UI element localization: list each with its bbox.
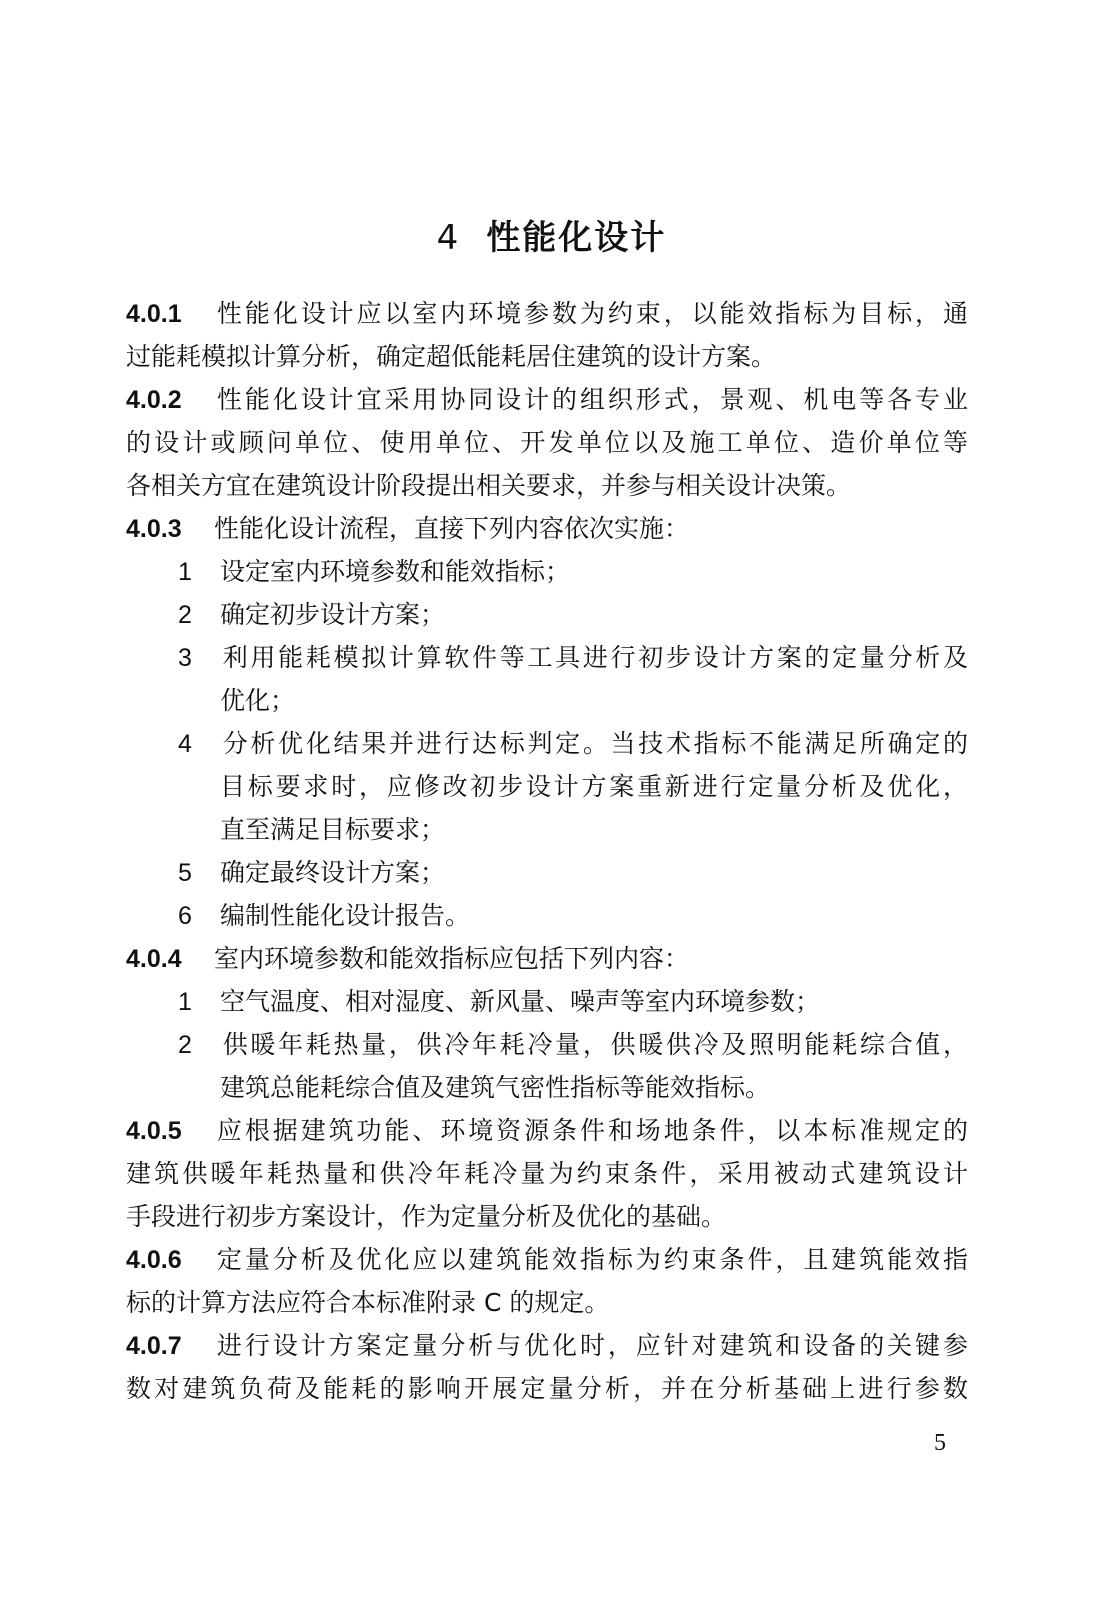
clause-text: 性能化设计应以室内环境参数为约束，以能效指标为目标，通	[214, 299, 968, 328]
clause-4-0-7-line-2: 数对建筑负荷及能耗的影响开展定量分析，并在分析基础上进行参数	[126, 1374, 968, 1403]
list-item-continuation: 直至满足目标要求；	[220, 815, 446, 844]
list-item	[126, 636, 968, 679]
list-item	[126, 593, 968, 636]
clause-4-0-2-line-1	[126, 378, 968, 421]
item-text: 供暖年耗热量，供冷年耗冷量，供暖供冷及照明能耗综合值，	[220, 1030, 968, 1059]
chapter-title	[0, 210, 1103, 259]
item-number: 2	[178, 1031, 192, 1059]
clause-4-0-1-line-1	[126, 292, 968, 335]
clause-4-0-4-line-1	[126, 937, 968, 980]
body-text	[126, 292, 968, 1410]
clause-text: 进行设计方案定量分析与优化时，应针对建筑和设备的关键参	[214, 1331, 968, 1360]
clause-4-0-5-line-2: 建筑供暖年耗热量和供冷年耗冷量为约束条件，采用被动式建筑设计	[126, 1159, 968, 1188]
clause-text: 应根据建筑功能、环境资源条件和场地条件，以本标准规定的	[214, 1116, 968, 1145]
item-text: 设定室内环境参数和能效指标；	[220, 557, 571, 586]
clause-4-0-3-line-1	[126, 507, 968, 550]
item-text: 空气温度、相对湿度、新风量、噪声等室内环境参数；	[220, 987, 821, 1016]
item-number: 6	[178, 902, 192, 930]
list-item-continuation: 优化；	[220, 686, 296, 715]
clause-text: 定量分析及优化应以建筑能效指标为约束条件，且建筑能效指	[214, 1245, 968, 1274]
clause-number: 4.0.1	[126, 300, 182, 328]
item-number: 3	[178, 644, 192, 672]
chapter-number: 4	[436, 218, 461, 258]
clause-number: 4.0.5	[126, 1117, 182, 1145]
item-number: 2	[178, 601, 192, 629]
clause-text: 室内环境参数和能效指标应包括下列内容：	[214, 944, 690, 973]
clause-4-0-2-line-3: 各相关方宜在建筑设计阶段提出相关要求，并参与相关设计决策。	[126, 471, 852, 500]
item-text: 利用能耗模拟计算软件等工具进行初步设计方案的定量分析及	[220, 643, 968, 672]
list-item	[126, 980, 968, 1023]
list-item-continuation: 目标要求时，应修改初步设计方案重新进行定量分析及优化，	[220, 772, 968, 801]
clause-4-0-5-line-1	[126, 1109, 968, 1152]
clause-4-0-6-line-1	[126, 1238, 968, 1281]
list-item	[126, 722, 968, 765]
item-text: 确定最终设计方案；	[220, 858, 446, 887]
clause-4-0-1-line-2: 过能耗模拟计算分析，确定超低能耗居住建筑的设计方案。	[126, 342, 777, 371]
list-item-continuation: 建筑总能耗综合值及建筑气密性指标等能效指标。	[220, 1073, 771, 1102]
clause-number: 4.0.4	[126, 945, 182, 973]
item-number: 5	[178, 859, 192, 887]
clause-number: 4.0.6	[126, 1246, 182, 1274]
clause-text: 性能化设计宜采用协同设计的组织形式，景观、机电等各专业	[214, 385, 968, 414]
list-item	[126, 1023, 968, 1066]
item-number: 1	[178, 988, 192, 1016]
list-item	[126, 851, 968, 894]
item-number: 1	[178, 558, 192, 586]
clause-4-0-7-line-1	[126, 1324, 968, 1367]
list-item	[126, 550, 968, 593]
clause-4-0-6-line-2: 标的计算方法应符合本标准附录 C 的规定。	[126, 1288, 610, 1317]
clause-4-0-2-line-2: 的设计或顾问单位、使用单位、开发单位以及施工单位、造价单位等	[126, 428, 968, 457]
chapter-title-text: 性能化设计	[486, 218, 667, 258]
item-text: 确定初步设计方案；	[220, 600, 446, 629]
clause-number: 4.0.3	[126, 515, 182, 543]
list-item	[126, 894, 968, 937]
page-number: 5	[934, 1430, 946, 1456]
clause-4-0-5-line-3: 手段进行初步方案设计，作为定量分析及优化的基础。	[126, 1202, 727, 1231]
clause-number: 4.0.2	[126, 386, 182, 414]
item-number: 4	[178, 730, 192, 758]
clause-number: 4.0.7	[126, 1332, 182, 1360]
item-text: 分析优化结果并进行达标判定。当技术指标不能满足所确定的	[220, 729, 968, 758]
clause-text: 性能化设计流程，直接下列内容依次实施：	[214, 514, 690, 543]
item-text: 编制性能化设计报告。	[220, 901, 471, 930]
